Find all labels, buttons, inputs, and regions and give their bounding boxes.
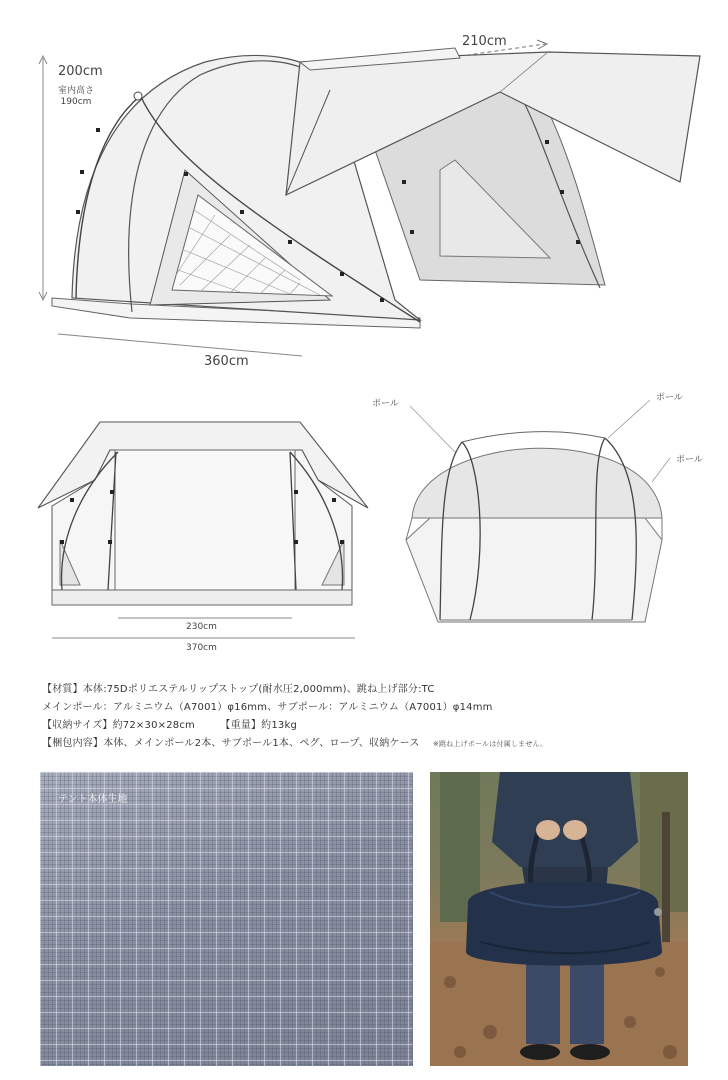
outer-width-dimension: 370cm (186, 643, 217, 653)
tent-side-view-diagram (0, 0, 728, 380)
inner-height-label (46, 86, 106, 108)
spec-contents-row (42, 734, 547, 749)
storage-bag-photo (430, 772, 688, 1066)
fabric-label: テント本体生地 (58, 794, 128, 805)
spec-size-weight (42, 716, 297, 731)
depth-dimension: 210cm (462, 34, 507, 49)
height-dimension: 200cm (58, 64, 103, 79)
inner-width-dimension: 230cm (186, 622, 217, 632)
spec-poles: メインポール：アルミニウム（A7001）φ16mm、サブポール：アルミニウム（A7001）φ14mm (42, 702, 493, 713)
spec-size: 【収納サイズ】約72×30×28cm (42, 720, 195, 731)
fabric-texture-photo (40, 772, 413, 1066)
inner-height-label-text: 室内高さ (57, 86, 94, 96)
spec-weight: 【重量】約13kg (220, 720, 298, 731)
tent-front-view-diagram (0, 390, 380, 650)
pole-callout-right-top: ポール (656, 393, 683, 403)
length-dimension: 360cm (204, 354, 249, 369)
spec-contents: 【梱包内容】本体、メインポール2本、サブポール1本、ペグ、ロープ、収納ケース (42, 738, 420, 749)
tent-pole-structure-diagram (400, 390, 720, 650)
pole-callout-left: ポール (372, 399, 399, 409)
pole-callout-right: ポール (676, 455, 703, 465)
storage-bag-illustration (430, 772, 688, 1066)
spec-contents-note: ※跳ね上げポールは付属しません。 (432, 740, 548, 748)
spec-material: 【材質】本体:75Dポリエステルリップストップ(耐水圧2,000mm)、跳ね上げ部分:TC (42, 684, 435, 695)
inner-height-value: 190cm (60, 97, 92, 107)
